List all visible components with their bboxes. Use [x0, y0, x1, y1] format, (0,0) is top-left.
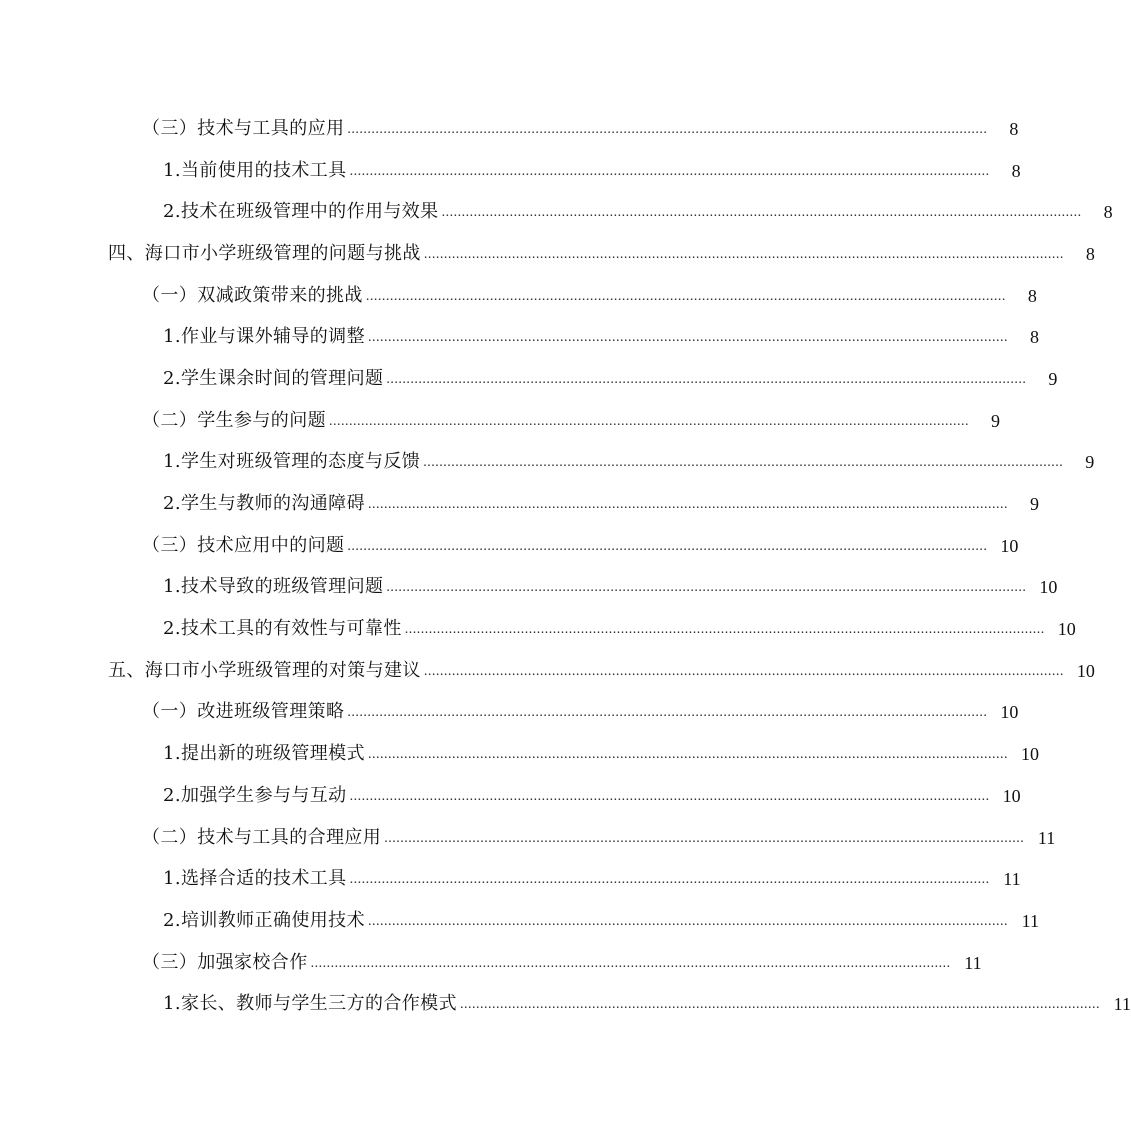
toc-dot-leader: ................................................................................................................................................................ — [423, 663, 1064, 679]
toc-entry-title: 五、海口市小学班级管理的对策与建议 — [108, 659, 421, 681]
toc-entry[interactable] — [0, 650, 1095, 692]
toc-entry[interactable] — [0, 483, 1039, 525]
toc-entry-page-number: 8 — [1103, 202, 1113, 223]
toc-entry[interactable] — [0, 775, 1021, 817]
toc-dot-leader: ................................................................................................................................................................ — [347, 121, 988, 137]
toc-entry[interactable] — [0, 150, 1021, 192]
toc-entry-title: 1.家长、教师与学生三方的合作模式 — [163, 993, 457, 1015]
toc-entry-page-number: 9 — [991, 410, 1000, 431]
toc-entry[interactable] — [0, 525, 1019, 567]
toc-entry-title: （三）技术与工具的应用 — [142, 117, 345, 139]
toc-entry-title: （三）加强家校合作 — [142, 951, 308, 973]
toc-dot-leader: ................................................................................................................................................................ — [367, 497, 1008, 513]
toc-entry-title: （一）双减政策带来的挑战 — [142, 284, 363, 306]
toc-entry-title: 1.当前使用的技术工具 — [163, 159, 347, 181]
toc-dot-leader: ................................................................................................................................................................ — [459, 997, 1100, 1013]
toc-entry-title: 1.作业与课外辅导的调整 — [163, 326, 365, 348]
toc-entry[interactable] — [0, 567, 1058, 609]
toc-dot-leader: ................................................................................................................................................................ — [347, 538, 988, 554]
toc-entry-page-number: 10 — [1000, 702, 1019, 723]
toc-entry[interactable] — [0, 692, 1019, 734]
toc-entry-page-number: 8 — [1009, 118, 1019, 139]
toc-entry[interactable] — [0, 191, 1113, 233]
toc-entry-title: 四、海口市小学班级管理的问题与挑战 — [108, 242, 421, 264]
toc-dot-leader: ................................................................................................................................................................ — [367, 913, 1008, 929]
toc-entry-title: 1.选择合适的技术工具 — [163, 868, 347, 890]
toc-entry[interactable] — [0, 400, 1000, 442]
toc-entry[interactable] — [0, 233, 1095, 275]
toc-entry[interactable] — [0, 942, 982, 984]
toc-dot-leader: ................................................................................................................................................................ — [384, 830, 1025, 846]
table-of-contents — [0, 108, 1131, 1025]
toc-entry-title: 1.技术导致的班级管理问题 — [163, 576, 384, 598]
toc-entry-page-number: 10 — [1057, 619, 1076, 640]
toc-entry-page-number: 9 — [1048, 368, 1058, 389]
toc-entry[interactable] — [0, 983, 1131, 1025]
toc-dot-leader: ................................................................................................................................................................ — [349, 788, 990, 804]
toc-entry-page-number: 9 — [1085, 452, 1095, 473]
toc-dot-leader: ................................................................................................................................................................ — [347, 705, 988, 721]
toc-entry-page-number: 8 — [1029, 327, 1039, 348]
toc-dot-leader: ................................................................................................................................................................ — [349, 872, 990, 888]
toc-dot-leader: ................................................................................................................................................................ — [404, 622, 1045, 638]
toc-entry-title: 2.学生课余时间的管理问题 — [163, 367, 384, 389]
toc-entry-title: 2.加强学生参与与互动 — [163, 784, 347, 806]
toc-entry-page-number: 8 — [1011, 160, 1021, 181]
toc-entry[interactable] — [0, 817, 1056, 859]
toc-entry-title: 2.学生与教师的沟通障碍 — [163, 493, 365, 515]
toc-entry-title: （二）学生参与的问题 — [142, 409, 326, 431]
toc-entry[interactable] — [0, 108, 1019, 150]
toc-entry-page-number: 8 — [1085, 243, 1095, 264]
toc-dot-leader: ................................................................................................................................................................ — [423, 246, 1064, 262]
toc-dot-leader: ................................................................................................................................................................ — [365, 288, 1006, 304]
toc-dot-leader: ................................................................................................................................................................ — [386, 371, 1027, 387]
toc-dot-leader: ................................................................................................................................................................ — [386, 580, 1027, 596]
toc-entry[interactable] — [0, 275, 1037, 317]
toc-entry[interactable] — [0, 316, 1039, 358]
toc-entry-page-number: 10 — [1039, 577, 1058, 598]
toc-entry[interactable] — [0, 858, 1021, 900]
toc-dot-leader: ................................................................................................................................................................ — [441, 205, 1082, 221]
toc-entry-title: （一）改进班级管理策略 — [142, 701, 345, 723]
toc-entry-page-number: 11 — [1021, 910, 1039, 931]
toc-entry-page-number: 11 — [1037, 827, 1056, 848]
toc-entry-page-number: 11 — [1003, 869, 1021, 890]
toc-entry-title: 2.技术在班级管理中的作用与效果 — [163, 201, 439, 223]
toc-entry-title: 1.学生对班级管理的态度与反馈 — [163, 451, 421, 473]
toc-dot-leader: ................................................................................................................................................................ — [310, 955, 951, 971]
toc-entry[interactable] — [0, 358, 1058, 400]
toc-entry-page-number: 10 — [1000, 535, 1019, 556]
toc-entry-title: （二）技术与工具的合理应用 — [142, 826, 382, 848]
toc-entry-page-number: 10 — [1020, 744, 1039, 765]
toc-dot-leader: ................................................................................................................................................................ — [423, 455, 1064, 471]
toc-entry-title: （三）技术应用中的问题 — [142, 534, 345, 556]
toc-entry[interactable] — [0, 733, 1039, 775]
toc-entry-page-number: 9 — [1029, 494, 1039, 515]
toc-entry[interactable] — [0, 608, 1076, 650]
toc-entry-page-number: 10 — [1002, 785, 1021, 806]
toc-entry-title: 2.技术工具的有效性与可靠性 — [163, 618, 402, 640]
toc-entry-page-number: 11 — [964, 952, 982, 973]
toc-entry[interactable] — [0, 900, 1039, 942]
toc-dot-leader: ................................................................................................................................................................ — [329, 413, 969, 429]
toc-dot-leader: ................................................................................................................................................................ — [367, 330, 1008, 346]
toc-entry-page-number: 8 — [1027, 285, 1037, 306]
toc-dot-leader: ................................................................................................................................................................ — [349, 163, 990, 179]
toc-entry-page-number: 11 — [1113, 994, 1131, 1015]
toc-entry-page-number: 10 — [1076, 660, 1095, 681]
toc-entry-title: 2.培训教师正确使用技术 — [163, 909, 365, 931]
toc-entry[interactable] — [0, 442, 1095, 484]
toc-dot-leader: ................................................................................................................................................................ — [367, 747, 1008, 763]
toc-entry-title: 1.提出新的班级管理模式 — [163, 743, 365, 765]
